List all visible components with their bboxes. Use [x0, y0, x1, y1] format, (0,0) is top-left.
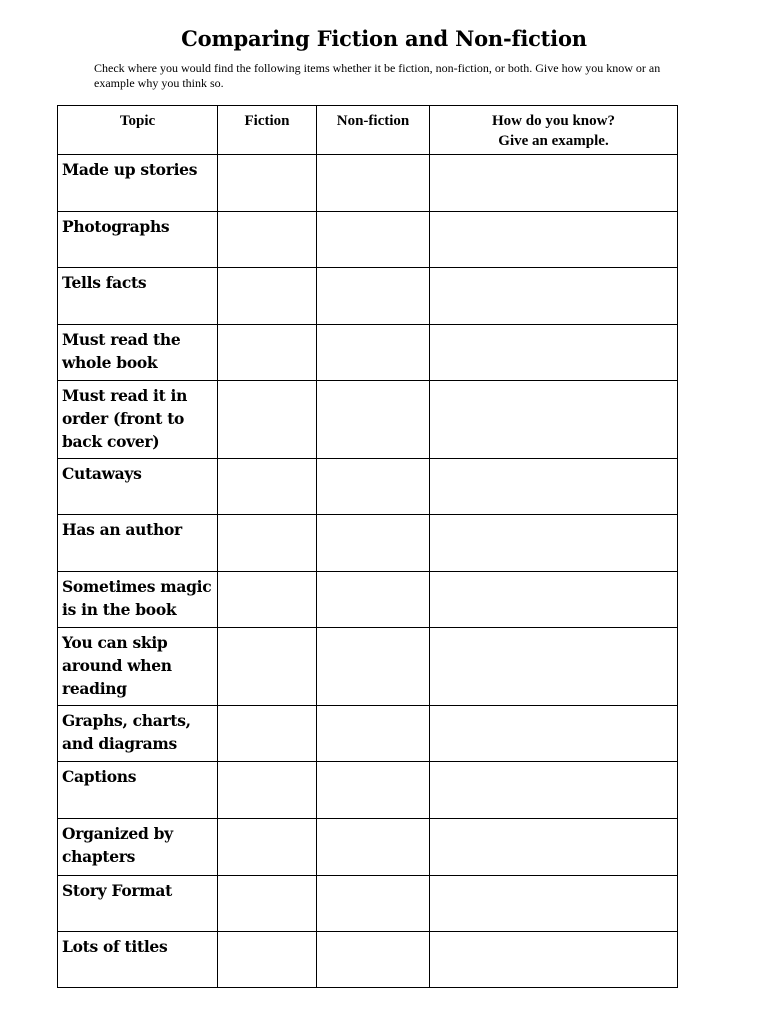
topic-cell: You can skip around when reading [58, 628, 218, 706]
fiction-cell[interactable] [218, 628, 317, 706]
fiction-cell[interactable] [218, 268, 317, 325]
table-row [58, 459, 678, 515]
fiction-cell[interactable] [218, 932, 317, 988]
topic-cell: Photographs [58, 212, 218, 268]
instructions: Check where you would find the following items whether it be fiction, non-fiction, or both. Give how you know or an example why you think so. [94, 61, 661, 90]
topic-cell: Captions [58, 762, 218, 819]
topic-cell: Organized by chapters [58, 819, 218, 876]
header-fiction: Fiction [218, 106, 317, 155]
how-cell[interactable] [430, 459, 678, 515]
topic-cell: Must read the whole book [58, 325, 218, 381]
nonfiction-cell[interactable] [317, 155, 430, 212]
table-row [58, 819, 678, 876]
nonfiction-cell[interactable] [317, 932, 430, 988]
worksheet-table [57, 105, 678, 988]
nonfiction-cell[interactable] [317, 212, 430, 268]
topic-cell: Story Format [58, 876, 218, 932]
how-cell[interactable] [430, 572, 678, 628]
how-cell[interactable] [430, 515, 678, 572]
table-row [58, 628, 678, 706]
how-cell[interactable] [430, 876, 678, 932]
header-how-line-1: How do you know? [492, 113, 615, 129]
topic-cell: Cutaways [58, 459, 218, 515]
topic-cell: Made up stories [58, 155, 218, 212]
how-cell[interactable] [430, 762, 678, 819]
table-row [58, 268, 678, 325]
fiction-cell[interactable] [218, 515, 317, 572]
table-row [58, 515, 678, 572]
header-topic: Topic [58, 106, 218, 155]
how-cell[interactable] [430, 155, 678, 212]
table-row [58, 706, 678, 762]
table-row [58, 212, 678, 268]
nonfiction-cell[interactable] [317, 268, 430, 325]
fiction-cell[interactable] [218, 325, 317, 381]
fiction-cell[interactable] [218, 155, 317, 212]
fiction-cell[interactable] [218, 381, 317, 459]
nonfiction-cell[interactable] [317, 325, 430, 381]
table-row [58, 762, 678, 819]
header-how-line-2: Give an example. [498, 133, 609, 149]
fiction-cell[interactable] [218, 819, 317, 876]
fiction-cell[interactable] [218, 572, 317, 628]
fiction-cell[interactable] [218, 212, 317, 268]
topic-cell: Must read it in order (front to back cover) [58, 381, 218, 459]
header-how-do-you-know [430, 106, 678, 155]
fiction-cell[interactable] [218, 459, 317, 515]
topic-cell: Has an author [58, 515, 218, 572]
how-cell[interactable] [430, 268, 678, 325]
nonfiction-cell[interactable] [317, 628, 430, 706]
fiction-cell[interactable] [218, 876, 317, 932]
table-row [58, 572, 678, 628]
nonfiction-cell[interactable] [317, 381, 430, 459]
table-row [58, 325, 678, 381]
nonfiction-cell[interactable] [317, 876, 430, 932]
page-title: Comparing Fiction and Non-fiction [181, 26, 587, 51]
how-cell[interactable] [430, 381, 678, 459]
nonfiction-cell[interactable] [317, 572, 430, 628]
nonfiction-cell[interactable] [317, 459, 430, 515]
how-cell[interactable] [430, 819, 678, 876]
table-row [58, 876, 678, 932]
header-nonfiction: Non-fiction [317, 106, 430, 155]
topic-cell: Sometimes magic is in the book [58, 572, 218, 628]
table-header-row [58, 106, 678, 155]
how-cell[interactable] [430, 325, 678, 381]
how-cell[interactable] [430, 706, 678, 762]
table-row [58, 932, 678, 988]
topic-cell: Tells facts [58, 268, 218, 325]
nonfiction-cell[interactable] [317, 762, 430, 819]
topic-cell: Graphs, charts, and diagrams [58, 706, 218, 762]
table-row [58, 155, 678, 212]
nonfiction-cell[interactable] [317, 706, 430, 762]
how-cell[interactable] [430, 212, 678, 268]
how-cell[interactable] [430, 932, 678, 988]
fiction-cell[interactable] [218, 762, 317, 819]
topic-cell: Lots of titles [58, 932, 218, 988]
how-cell[interactable] [430, 628, 678, 706]
table-row [58, 381, 678, 459]
fiction-cell[interactable] [218, 706, 317, 762]
nonfiction-cell[interactable] [317, 819, 430, 876]
nonfiction-cell[interactable] [317, 515, 430, 572]
